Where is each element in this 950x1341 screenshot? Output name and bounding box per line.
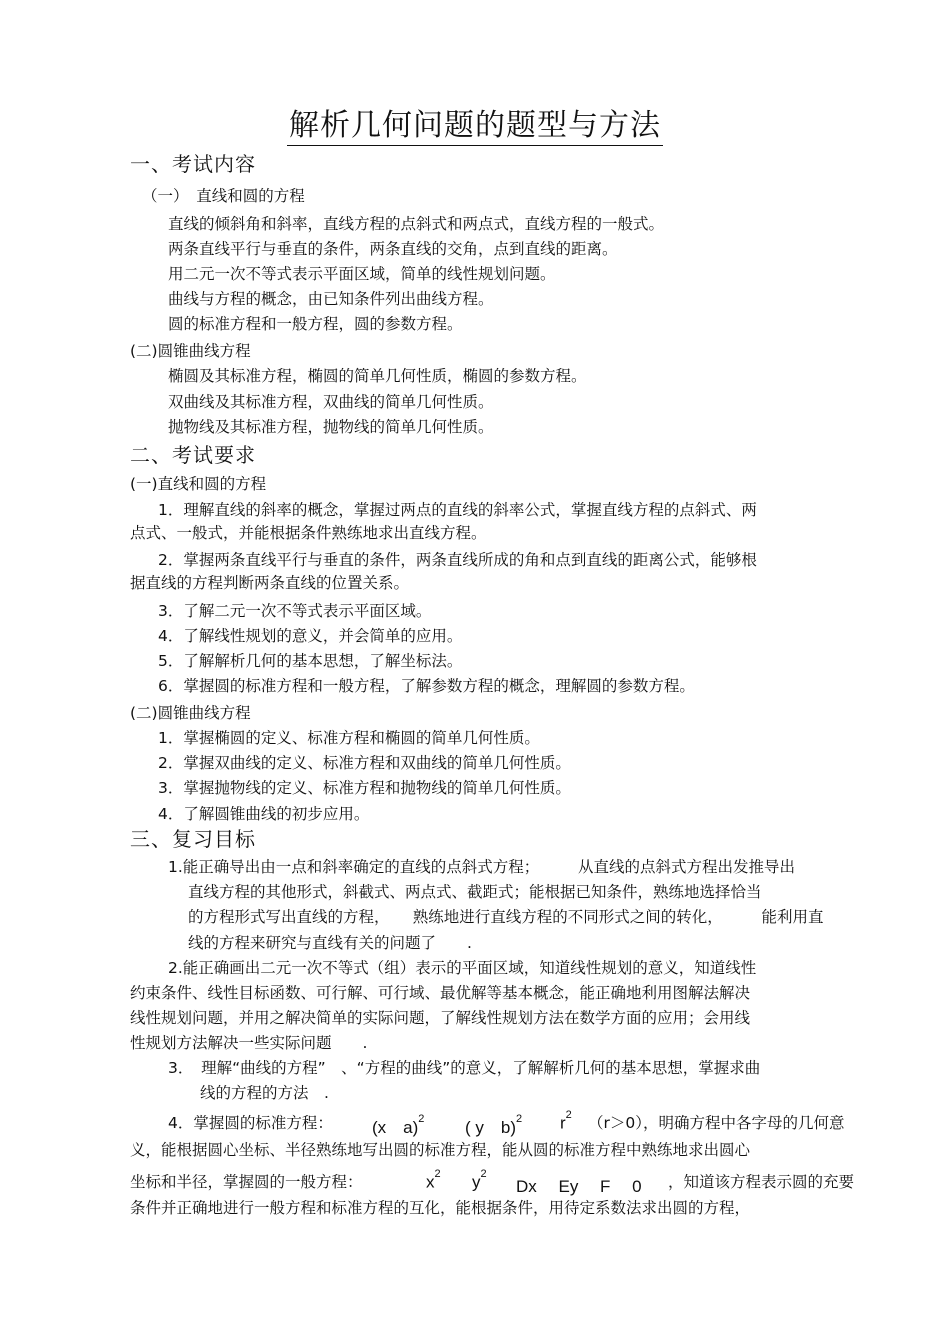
content-line: 线的方程来研究与直线有关的问题了 . xyxy=(188,934,472,952)
content-line: 4．了解线性规划的意义，并会简单的应用。 xyxy=(158,627,463,645)
content-line: 据直线的方程判断两条直线的位置关系。 xyxy=(130,574,410,592)
content-line: 圆的标准方程和一般方程，圆的参数方程。 xyxy=(168,315,463,333)
content-line: 椭圆及其标准方程，椭圆的简单几何性质，椭圆的参数方程。 xyxy=(168,367,587,385)
content-line: 坐标和半径，掌握圆的一般方程： xyxy=(130,1173,363,1191)
content-line: ，知道该方程表示圆的充要 xyxy=(668,1173,855,1191)
content-line: 两条直线平行与垂直的条件，两条直线的交角，点到直线的距离。 xyxy=(168,240,618,258)
content-line: 用二元一次不等式表示平面区域，简单的线性规划问题。 xyxy=(168,265,556,283)
document-title: 解析几何问题的题型与方法 xyxy=(0,100,950,144)
section-heading-exam-requirements: 二、考试要求 xyxy=(130,443,256,467)
content-line: 2．掌握双曲线的定义、标准方程和双曲线的简单几何性质。 xyxy=(158,754,571,772)
content-line: 点式、一般式，并能根据条件熟练地求出直线方程。 xyxy=(130,524,487,542)
circle-standard-formula-part1: (x a)$^2$ xyxy=(372,1113,425,1137)
content-line: 1．理解直线的斜率的概念，掌握过两点的直线的斜率公式，掌握直线方程的点斜式、两 xyxy=(158,501,757,519)
content-line: 3． 理解“曲线的方程” 、“方程的曲线”的意义，了解解析几何的基本思想，掌握求曲 xyxy=(168,1059,761,1077)
content-line: 约束条件、线性目标函数、可行解、可行域、最优解等基本概念，能正确地利用图解法解决 xyxy=(130,984,751,1002)
content-line: 2．掌握两条直线平行与垂直的条件，两条直线所成的角和点到直线的距离公式，能够根 xyxy=(158,551,757,569)
subheading-lines-circles: （一） 直线和圆的方程 xyxy=(142,187,305,205)
content-line: 3．了解二元一次不等式表示平面区域。 xyxy=(158,602,432,620)
content-line: 的方程形式写出直线的方程， 熟练地进行直线方程的不同形式之间的转化， 能利用直 xyxy=(188,908,824,926)
content-line: 1.能正确导出由一点和斜率确定的直线的点斜式方程； 从直线的点斜式方程出发推导出 xyxy=(168,858,796,876)
content-line: （r＞0），明确方程中各字母的几何意 xyxy=(588,1114,845,1132)
section-heading-review-goals: 三、复习目标 xyxy=(130,827,256,851)
content-line: 性规划方法解决一些实际问题 . xyxy=(130,1034,368,1052)
content-line: 5．了解解析几何的基本思想，了解坐标法。 xyxy=(158,652,463,670)
content-line: 3．掌握抛物线的定义、标准方程和抛物线的简单几何性质。 xyxy=(158,779,571,797)
section-heading-exam-content: 一、考试内容 xyxy=(130,152,256,176)
circle-general-formula-rest: Dx Ey F 0 xyxy=(516,1177,642,1196)
content-line: 线的方程的方法 . xyxy=(200,1084,329,1102)
content-line: 义，能根据圆心坐标、半径熟练地写出圆的标准方程，能从圆的标准方程中熟练地求出圆心 xyxy=(130,1141,751,1159)
content-line: 直线方程的其他形式，斜截式、两点式、截距式；能根据已知条件，熟练地选择恰当 xyxy=(188,883,762,901)
content-line: 1．掌握椭圆的定义、标准方程和椭圆的简单几何性质。 xyxy=(158,729,540,747)
subheading-lines-circles: (一)直线和圆的方程 xyxy=(130,475,267,493)
content-line: 4．掌握圆的标准方程： xyxy=(168,1114,333,1132)
content-line: 6．掌握圆的标准方程和一般方程，了解参数方程的概念，理解圆的参数方程。 xyxy=(158,677,695,695)
circle-standard-formula-part3: $r^2$ xyxy=(560,1109,572,1133)
content-line: 抛物线及其标准方程，抛物线的简单几何性质。 xyxy=(168,418,494,436)
subheading-conics: (二)圆锥曲线方程 xyxy=(130,342,251,360)
subheading-conics: (二)圆锥曲线方程 xyxy=(130,704,251,722)
content-line: 4．了解圆锥曲线的初步应用。 xyxy=(158,805,370,823)
circle-standard-formula-part2: ( y b)$^2$ xyxy=(465,1113,523,1137)
content-line: 双曲线及其标准方程，双曲线的简单几何性质。 xyxy=(168,393,494,411)
circle-general-formula-x: $x^2$ xyxy=(426,1168,441,1192)
content-line: 直线的倾斜角和斜率，直线方程的点斜式和两点式，直线方程的一般式。 xyxy=(168,215,665,233)
circle-general-formula-y: $y^2$ xyxy=(472,1168,487,1192)
content-line: 线性规划问题，并用之解决简单的实际问题，了解线性规划方法在数学方面的应用；会用线 xyxy=(130,1009,751,1027)
content-line: 条件并正确地进行一般方程和标准方程的互化，能根据条件，用待定系数法求出圆的方程， xyxy=(130,1199,751,1217)
content-line: 2.能正确画出二元一次不等式（组）表示的平面区域，知道线性规划的意义，知道线性 xyxy=(168,959,757,977)
content-line: 曲线与方程的概念，由已知条件列出曲线方程。 xyxy=(168,290,494,308)
